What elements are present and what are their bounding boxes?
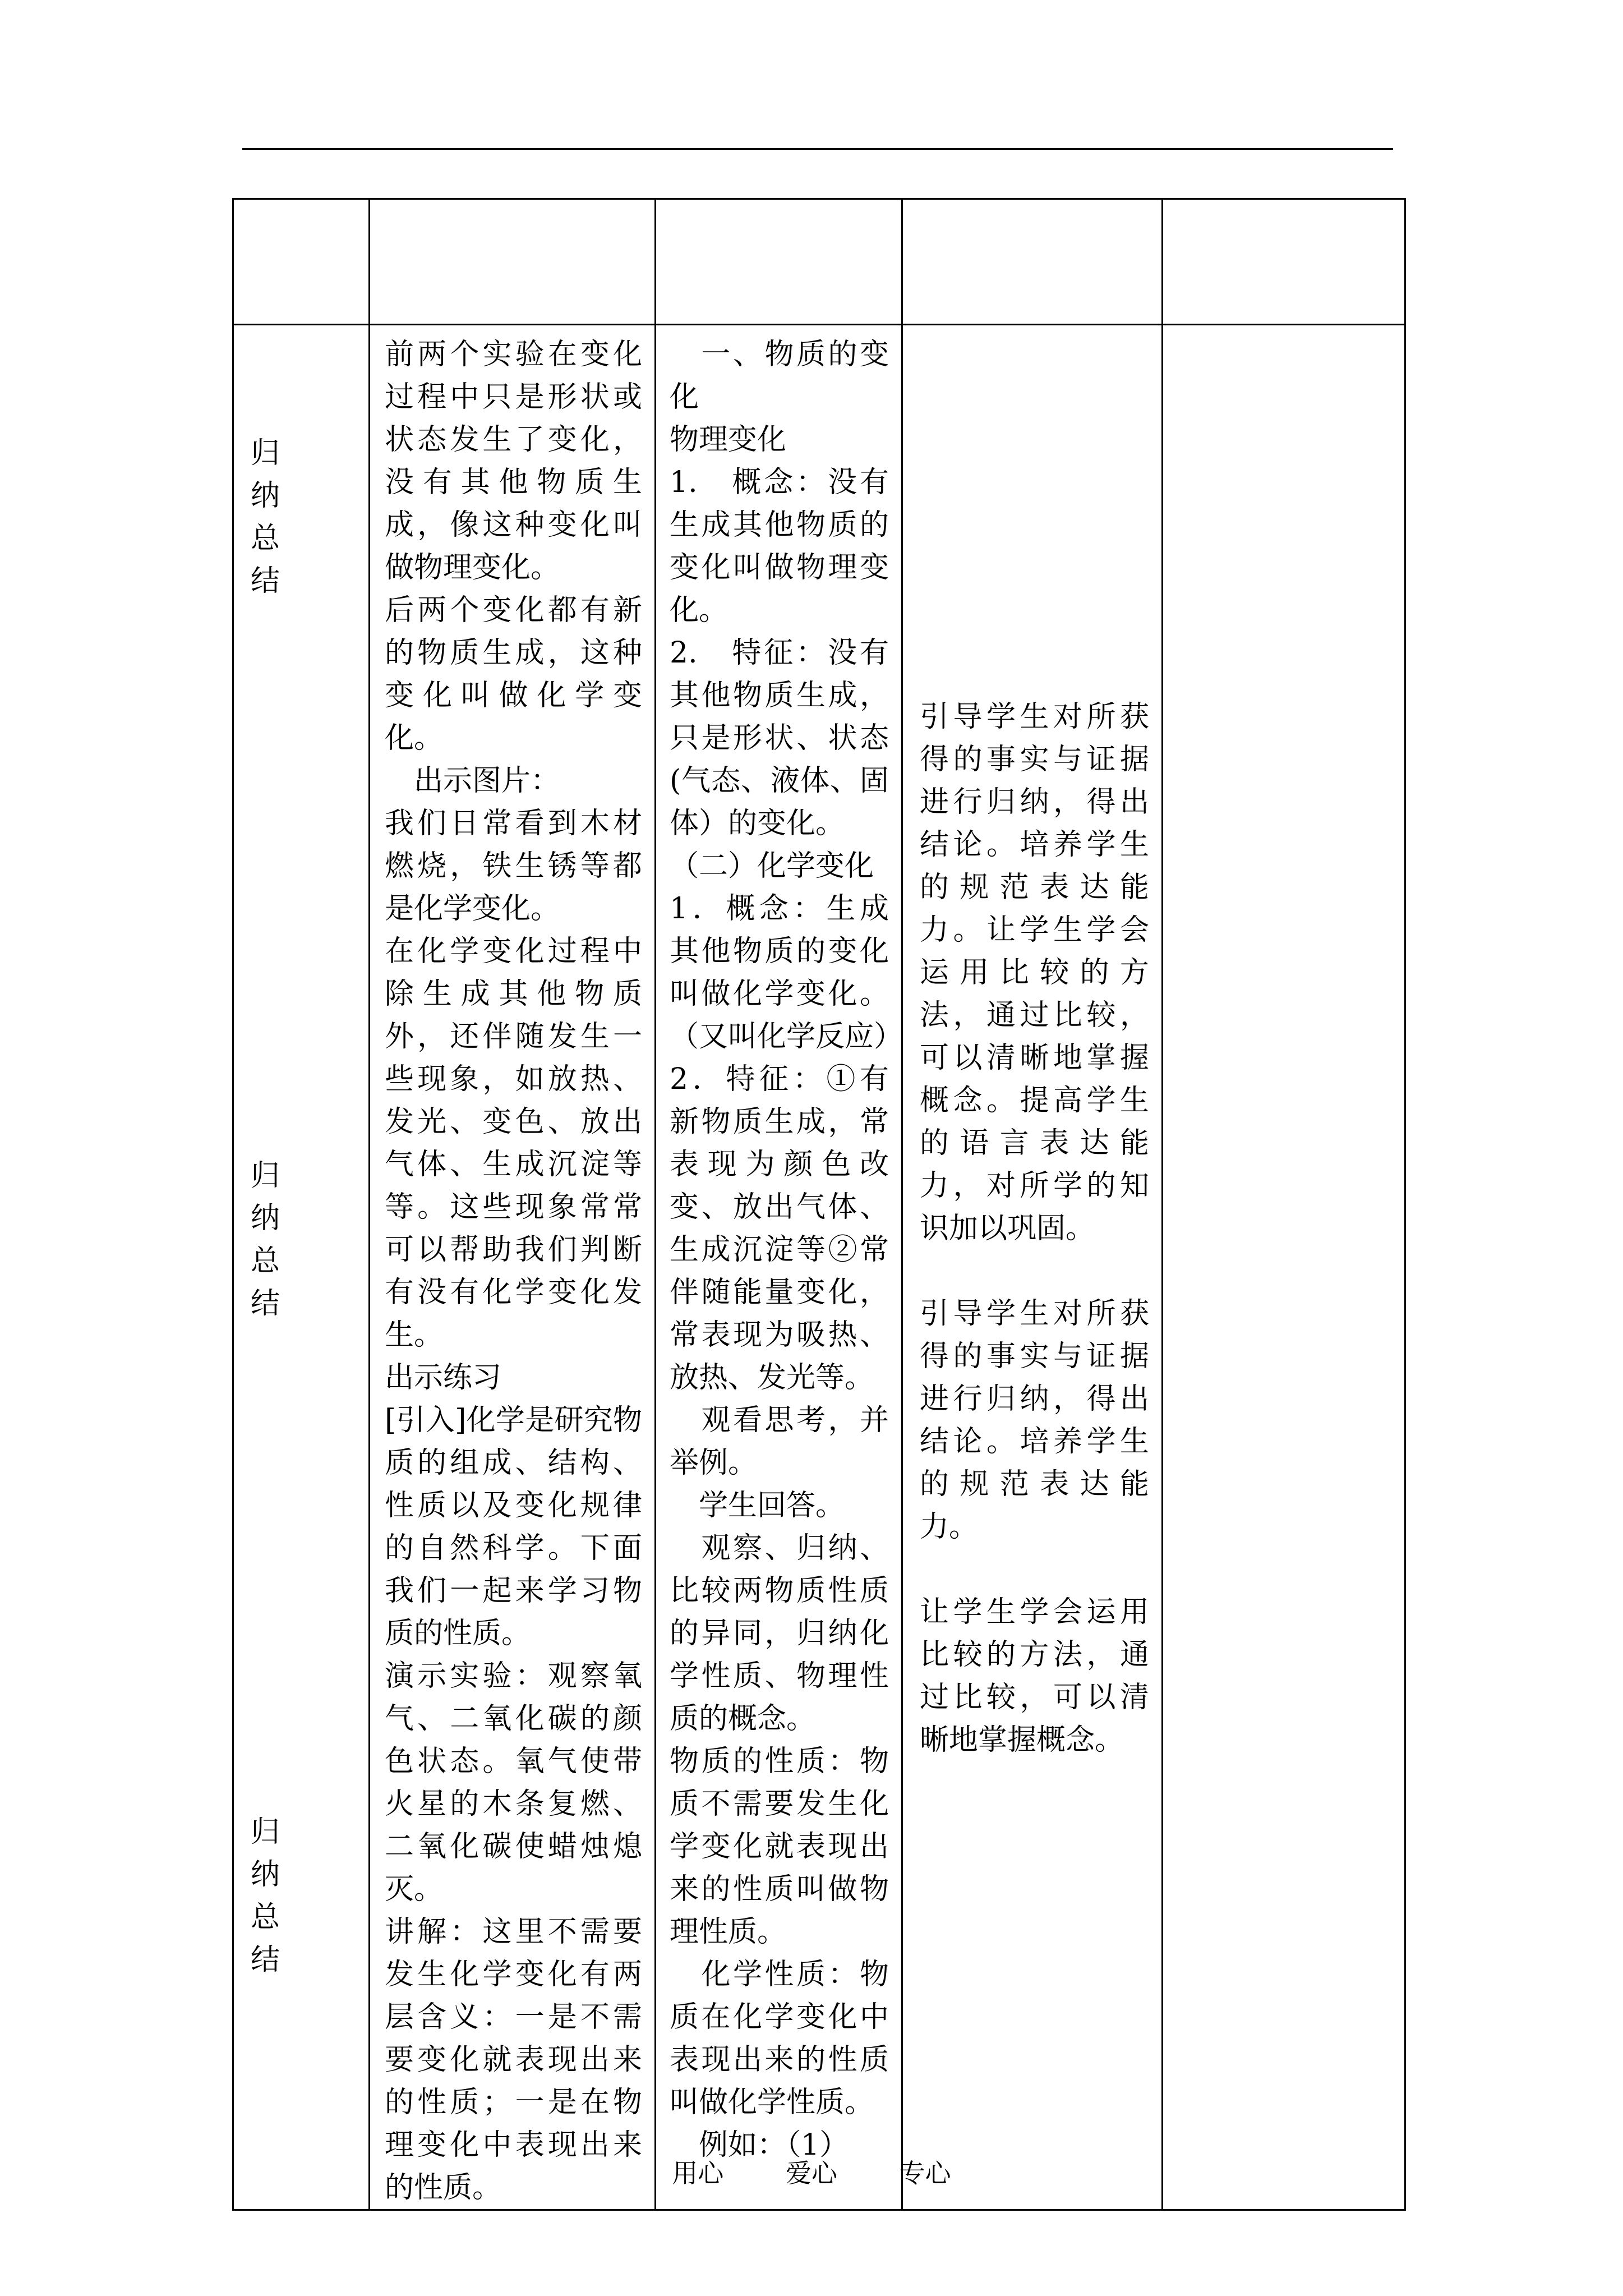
paragraph: 1．概念：生成其他物质的变化叫做化学变化。（又叫化学反应） (670, 892, 903, 1053)
paragraph: 2. 特征：没有其他物质生成，只是形状、状态(气态、液体、固体）的变化。 (670, 636, 889, 840)
table-row-empty (233, 199, 1405, 325)
section-label: 归 纳 总 结 (250, 436, 280, 598)
student-activity-cell (656, 325, 902, 2210)
header-rule (242, 148, 1393, 150)
paragraph: 引导学生对所获得的事实与证据进行归纳，得出结论。培养学生的规范表达能力。 (920, 1297, 1149, 1544)
paragraph (920, 1250, 1149, 1292)
footer-item: 爱心 (786, 2158, 837, 2188)
paragraph: （二）化学变化 (670, 849, 874, 883)
table-cell (370, 199, 656, 325)
table-cell (656, 199, 902, 325)
paragraph (920, 1548, 1149, 1591)
paragraph: 让学生学会运用比较的方法，通过比较，可以清晰地掌握概念。 (920, 1595, 1149, 1757)
paragraph: 物理变化 (670, 423, 787, 457)
paragraph: 演示实验：观察氧气、二氧化碳的颜色状态。氧气使带火星的木条复燃、二氧化碳使蜡烛熄灭。 (385, 1659, 642, 1906)
paragraph: 学生回答。 (670, 1489, 845, 1522)
section-label: 归 纳 总 结 (250, 1159, 280, 1320)
paragraph: 化学性质：物质在化学变化中表现出来的性质叫做化学性质。 (670, 1958, 889, 2119)
lesson-table (232, 198, 1406, 2211)
table-row-content (233, 325, 1405, 2210)
footer-item: 专心 (899, 2158, 951, 2188)
paragraph: 引导学生对所获得的事实与证据进行归纳，得出结论。培养学生的规范表达能力。让学生学会运用比较的方法，通过比较，可以清晰地掌握概念。提高学生的语言表达能力，对所学的知识加以巩固。 (920, 700, 1149, 1245)
paragraph: [引入]化学是研究物质的组成、结构、性质以及变化规律的自然科学。下面我们一起来学习物质的性质。 (385, 1404, 642, 1650)
paragraph: 一、物质的变化 (670, 338, 889, 414)
table-cell (902, 199, 1163, 325)
paragraph: 1. 概念：没有生成其他物质的变化叫做物理变化。 (670, 466, 889, 627)
paragraph: 例如：（1） (670, 2128, 849, 2162)
paragraph: 我们日常看到木材燃烧，铁生锈等都是化学变化。 (385, 807, 642, 926)
paragraph: 在化学变化过程中除生成其他物质外，还伴随发生一些现象，如放热、发光、变色、放出气体、生成沉淀等等。这些现象常常可以帮助我们判断有没有化学变化发生。 (385, 935, 642, 1352)
design-intent-cell (899, 325, 1163, 2210)
table-cell (1163, 199, 1405, 325)
table-cell (1163, 325, 1405, 2210)
table-cell (233, 199, 370, 325)
section-label: 归 纳 总 结 (250, 1815, 280, 1977)
teacher-activity-cell (370, 325, 656, 2210)
paragraph: 出示图片： (385, 764, 560, 798)
paragraph: 前两个实验在变化过程中只是形状或状态发生了变化，没有其他物质生成，像这种变化叫做物理变化。 (385, 338, 642, 585)
paragraph: 出示练习 (385, 1361, 502, 1395)
paragraph: 2．特征：①有新物质生成，常表现为颜色改变、放出气体、生成沉淀等②常伴随能量变化，常表现为吸热、放热、发光等。 (670, 1062, 889, 1395)
page-footer (0, 2153, 1623, 2190)
footer-item: 用心 (672, 2158, 724, 2188)
section-label-cell (233, 325, 370, 2210)
paragraph: 观察、归纳、比较两物质性质的异同，归纳化学性质、物理性质的概念。 (670, 1531, 889, 1736)
paragraph: 讲解：这里不需要发生化学变化有两层含义：一是不需要变化就表现出来的性质；一是在物理变化中表现出来的性质。 (385, 1915, 642, 2205)
paragraph: 观看思考，并举例。 (670, 1404, 889, 1480)
paragraph: 物质的性质：物质不需要发生化学变化就表现出来的性质叫做物理性质。 (670, 1745, 889, 1949)
paragraph: 后两个变化都有新的物质生成，这种变化叫做化学变化。 (385, 593, 642, 755)
